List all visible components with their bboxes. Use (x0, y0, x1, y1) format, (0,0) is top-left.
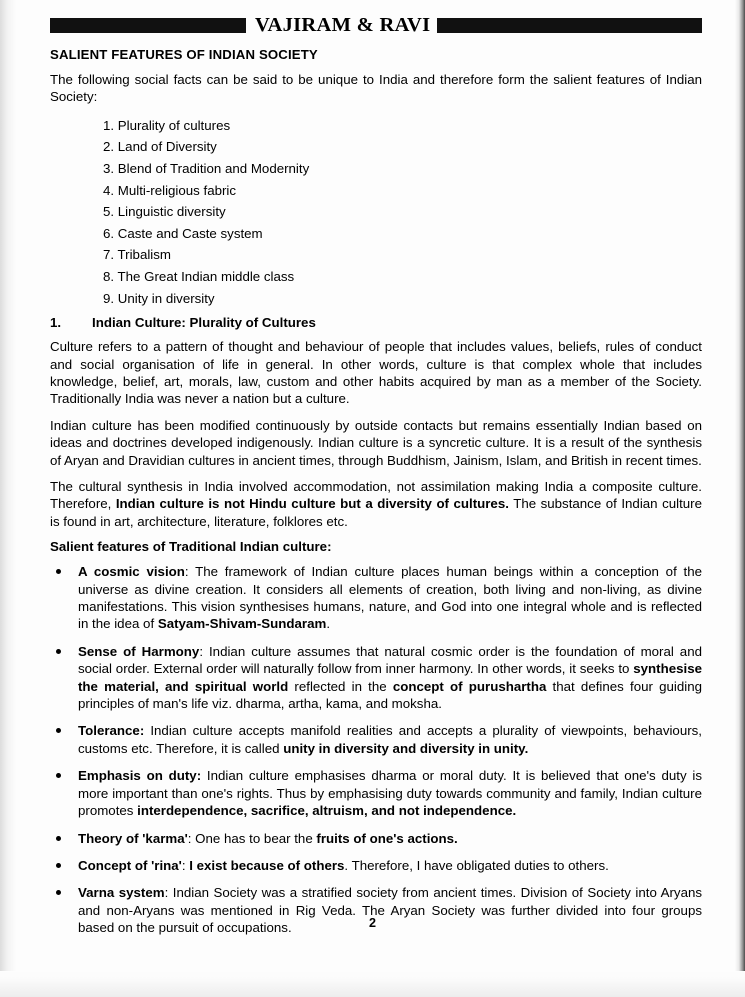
traditional-culture-bullet-list (50, 563, 702, 936)
banner-bar-right (437, 18, 702, 33)
section-paragraph-1: Culture refers to a pattern of thought and behaviour of people that includes values, beliefs, rules of conduct and social organisation of life in general. In other words, culture is that complex whole that includes knowledge, belief, art, morals, law, custom and other habits acquired by man as a member of the Society. Traditionally India was never a nation but a culture. (50, 339, 702, 407)
list-item: 3. Blend of Tradition and Modernity (103, 161, 310, 176)
list-item: 2. Land of Diversity (103, 139, 217, 155)
bullet-lead-suffix: : (187, 830, 192, 846)
bullet-lead: A cosmic vision (78, 564, 185, 580)
section-paragraph-2: Indian culture has been modified continuously by outside contacts but remains essentially Indian based on ideas and doctrines developed indigenously. Indian culture is a syncretic culture. It is a result of the synthesis of Aryan and Dravidian cultures in ancient times, through Buddhism, Jainism, Islam, and British in recent times. (50, 417, 702, 468)
bullet-text: Indian culture assumes that natural cosmic order is the foundation of moral and social order. External order will naturally follow from inner harmony. In other words, it seeks to (78, 643, 702, 677)
bullet-lead: Varna system (78, 885, 165, 901)
bullet-text: One has to bear the (191, 830, 317, 846)
list-item: 5. Linguistic diversity (103, 204, 226, 220)
page-number: 2 (368, 916, 376, 930)
list-item: 9. Unity in diversity (103, 290, 215, 306)
bullet-dot-icon (56, 836, 61, 841)
subsection-heading: Salient features of Traditional Indian culture: (50, 539, 332, 555)
bullet-dot-icon (56, 649, 61, 654)
bullet-text: Indian culture emphasises dharma or moral duty. It is believed that one's duty is more important than one's rights. Thus by emphasising duty towards community and family, Indian culture promotes (78, 768, 702, 819)
bullet-lead: Concept of 'rina' (78, 857, 182, 873)
list-item: 6. Caste and Caste system (103, 225, 263, 241)
bullet-bold: I exist because of others (189, 857, 345, 873)
section-paragraph-3 (50, 478, 702, 530)
bullet-text: The framework of Indian culture places human beings within a conception of the universe as divine creation. It considers all elements of creation, both living and non-living, as divine manifestations. This vision synthesises humans, nature, and God into one integral whole and is reflected in the idea of (78, 564, 703, 632)
bullet-bold: synthesise the material, and spiritual world (78, 661, 702, 694)
list-item: 4. Multi-religious fabric (103, 182, 237, 198)
brand-title: VAJIRAM & RAVI (255, 13, 431, 36)
bullet-lead: Theory of 'karma' (78, 830, 188, 846)
bullet-bold-2: concept of purushartha (392, 678, 547, 694)
bullet-bold: unity in diversity and diversity in unity. (283, 740, 529, 756)
bullet-dot-icon (56, 728, 61, 733)
list-item (50, 767, 702, 819)
header-banner (50, 12, 702, 38)
feature-list (50, 115, 702, 309)
list-item (50, 563, 702, 633)
page-title: SALIENT FEATURES OF INDIAN SOCIETY (50, 47, 318, 62)
list-item: 7. Tribalism (103, 247, 171, 263)
section-number: 1. (50, 315, 62, 331)
bullet-lead: Tolerance: (78, 723, 145, 739)
bullet-lead-suffix: : (164, 885, 169, 901)
bullet-lead: Emphasis on duty: (78, 768, 202, 784)
list-item: 8. The Great Indian middle class (103, 268, 295, 284)
bullet-dot-icon (56, 890, 61, 895)
bullet-text-tail: . Therefore, I have obligated duties to others. (344, 857, 609, 873)
bullet-lead-suffix: : (199, 643, 204, 659)
section-heading-text: Indian Culture: Plurality of Cultures (92, 315, 316, 331)
bullet-lead-suffix: : (184, 564, 189, 580)
bullet-text: Indian culture accepts manifold realities and accepts a plurality of viewpoints, behaviours, customs etc. Therefore, it is called (78, 723, 702, 756)
scan-edge-left (0, 0, 16, 997)
paragraph3-bold: Indian culture is not Hindu culture but a diversity of cultures. (115, 496, 509, 512)
bullet-bold: interdependence, sacrifice, altruism, and not independence. (137, 803, 517, 819)
bullet-lead-suffix: : (181, 857, 190, 873)
list-item (50, 643, 702, 713)
page-content (50, 12, 702, 947)
banner-bar-left (50, 18, 246, 33)
bullet-dot-icon (56, 863, 61, 868)
intro-paragraph: The following social facts can be said to be unique to India and therefore form the salient features of Indian Society: (50, 72, 702, 105)
scan-edge-bottom (0, 971, 745, 997)
bullet-text-tail: . (326, 616, 331, 632)
list-item (50, 857, 702, 874)
section-heading (50, 315, 702, 330)
bullet-text-tail: that defines four guiding principles of man's life viz. dharma, artha, kama, and moksha. (78, 678, 702, 712)
list-item (50, 722, 702, 757)
bullet-bold: fruits of one's actions. (316, 830, 458, 846)
list-item: 1. Plurality of cultures (103, 117, 231, 133)
bullet-text: Indian Society was a stratified society from ancient times. Division of Society into Aryans and non-Aryans was mentioned in Rig Veda. The Aryan Society was further divided into four groups based on the pursuit of occupations. (78, 885, 703, 936)
bullet-lead: Sense of Harmony (78, 643, 200, 659)
bullet-text-mid: reflected in the (288, 678, 393, 694)
list-item (50, 830, 702, 847)
paragraph3-before: The cultural synthesis in India involved accommodation, not assimilation making India a composite culture. Therefore, (50, 479, 702, 512)
bullet-dot-icon (56, 773, 61, 778)
paragraph3-after: The substance of Indian culture is found in art, architecture, literature, folklores etc. (50, 496, 702, 529)
scan-edge-right (735, 0, 745, 997)
bullet-dot-icon (56, 569, 61, 574)
bullet-bold: Satyam-Shivam-Sundaram (157, 616, 327, 632)
